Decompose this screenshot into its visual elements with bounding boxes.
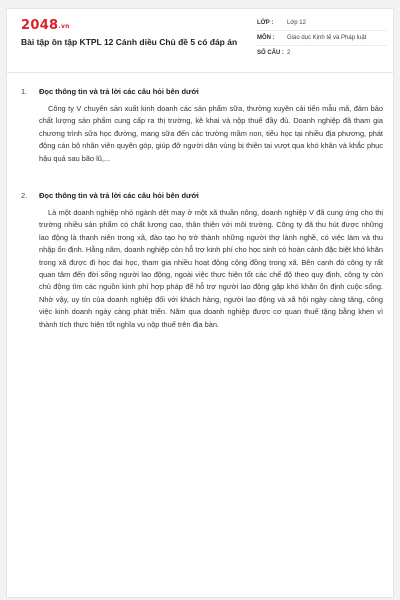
question-prompt: Đọc thông tin và trả lời các câu hỏi bên dưới (39, 191, 199, 200)
meta-value: Giáo dục Kinh tế và Pháp luật (287, 35, 367, 41)
meta-row-question-count (255, 46, 387, 61)
question-passage: Là một doanh nghiệp nhỏ ngành dệt may ở một xã thuần nông, doanh nghiệp V đã cung ứng cho thị trường nhiều sản phẩm có chất lượng cao, thân thiện với môi trường. Công ty đã thu hút được những lao động là thanh niên trong xã, đào tạo họ trở thành những người thợ lành nghề, có việc làm và thu nhập ổn định. Hằng năm, doanh nghiệp còn hỗ trợ kinh phí cho học sinh có hoàn cảnh đặc biệt khó khăn trong xã được đi học đại học, tham gia nhiều hoạt động cộng đồng trong xã. Bên cạnh đó công ty rất quan tâm đến đời sống người lao động, ngoài việc thực hiện tốt các chế độ theo quy định, công ty còn chủ động tìm các nguồn kinh phí hợp pháp để hỗ trợ người lao động gặp khó khăn ổn định cuộc sống. Nhờ vậy, uy tín của doanh nghiệp đối với khách hàng, người lao động và xã hội ngày càng tăng, công việc kinh doanh ngày càng phát triển. Năm qua doanh nghiệp được cơ quan thuế tặng bằng khen vì thành tích thực hiện tốt nghĩa vụ nộp thuế trên địa bàn. (39, 208, 383, 329)
logo-text: 2048 (21, 18, 59, 33)
worksheet-header (7, 9, 393, 73)
meta-key: LỚP : (257, 20, 274, 26)
meta-row-class (255, 16, 387, 31)
question-heading (21, 85, 383, 99)
question-prompt: Đọc thông tin và trả lời các câu hỏi bên dưới (39, 87, 199, 96)
meta-row-subject (255, 31, 387, 46)
logo-tld: .vn (58, 23, 70, 30)
site-logo[interactable] (21, 18, 70, 33)
worksheet-page (6, 8, 394, 598)
question-2 (21, 189, 383, 331)
meta-info-table (255, 16, 387, 61)
question-passage: Công ty V chuyên sản xuất kinh doanh các sản phẩm sữa, thường xuyên cải tiến mẫu mã, đảm bảo chất lượng sản phẩm cung cấp ra thị trường, kê khai và nộp thuế đầy đủ. Doanh nghiệp đã tham gia chương trình sữa học đường, mang sữa đến các trường mầm non, tiểu học tại nhiều địa phương, phát động cán bộ nhân viên quyên góp, giúp đỡ người dân vùng bị thiên tai vượt qua khó khăn và khắc phục hậu quả sau bão lũ,... (39, 104, 383, 163)
meta-value: 2 (287, 50, 291, 56)
question-number: 2. (21, 191, 28, 200)
page-title: Bài tập ôn tập KTPL 12 Cánh diều Chủ đề 5 có đáp án (21, 37, 238, 47)
question-heading (21, 189, 383, 203)
meta-key: SỐ CÂU : (257, 50, 284, 56)
meta-value: Lớp 12 (287, 20, 306, 26)
question-number: 1. (21, 87, 28, 96)
question-1 (21, 85, 383, 165)
meta-key: MÔN : (257, 35, 275, 41)
